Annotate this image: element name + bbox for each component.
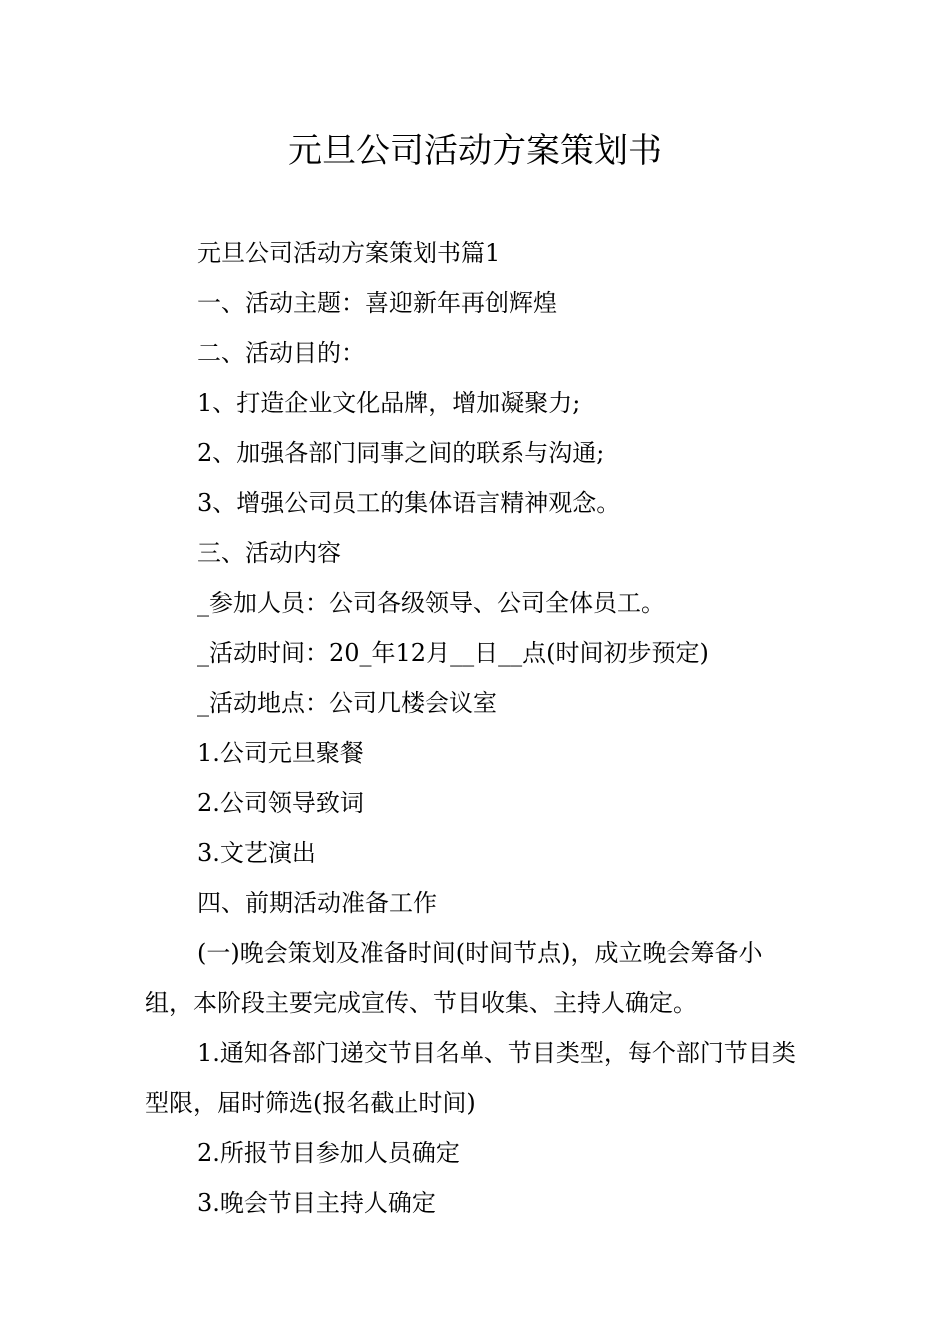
paragraph-preparation-step-3: 3.晚会节目主持人确定 bbox=[197, 1189, 436, 1217]
paragraph-purpose-2: 2、加强各部门同事之间的联系与沟通; bbox=[197, 439, 605, 467]
paragraph-activity-theme: 一、活动主题：喜迎新年再创辉煌 bbox=[197, 289, 557, 317]
paragraph-preparation-step-1: 1.通知各部门递交节目名单、节目类型，每个部门节目类型限，届时筛选(报名截止时间) bbox=[145, 1039, 796, 1117]
paragraph-purpose-1: 1、打造企业文化品牌，增加凝聚力; bbox=[197, 389, 581, 417]
paragraph-preparation-planning: (一)晚会策划及准备时间(时间节点)，成立晚会筹备小组，本阶段主要完成宣传、节目收集、主持人确定。 bbox=[145, 939, 763, 1017]
paragraph-activity-location: _活动地点：公司几楼会议室 bbox=[197, 689, 497, 717]
paragraph-participants: _参加人员：公司各级领导、公司全体员工。 bbox=[197, 589, 665, 617]
paragraph-item-performance: 3.文艺演出 bbox=[197, 839, 316, 867]
paragraph-purpose-3: 3、增强公司员工的集体语言精神观念。 bbox=[197, 489, 621, 517]
paragraph-item-speech: 2.公司领导致词 bbox=[197, 789, 364, 817]
paragraph-activity-time: _活动时间：20_年12月__日__点(时间初步预定) bbox=[197, 639, 709, 667]
paragraph-preparation-heading: 四、前期活动准备工作 bbox=[197, 889, 437, 917]
paragraph-preparation-step-2: 2.所报节目参加人员确定 bbox=[197, 1139, 460, 1167]
paragraph-section-heading: 元旦公司活动方案策划书篇1 bbox=[197, 239, 501, 267]
paragraph-activity-content: 三、活动内容 bbox=[197, 539, 341, 567]
paragraph-activity-purpose: 二、活动目的： bbox=[197, 339, 365, 367]
document-body bbox=[145, 228, 810, 1228]
document-title: 元旦公司活动方案策划书 bbox=[288, 131, 662, 171]
paragraph-item-dinner: 1.公司元旦聚餐 bbox=[197, 739, 364, 767]
